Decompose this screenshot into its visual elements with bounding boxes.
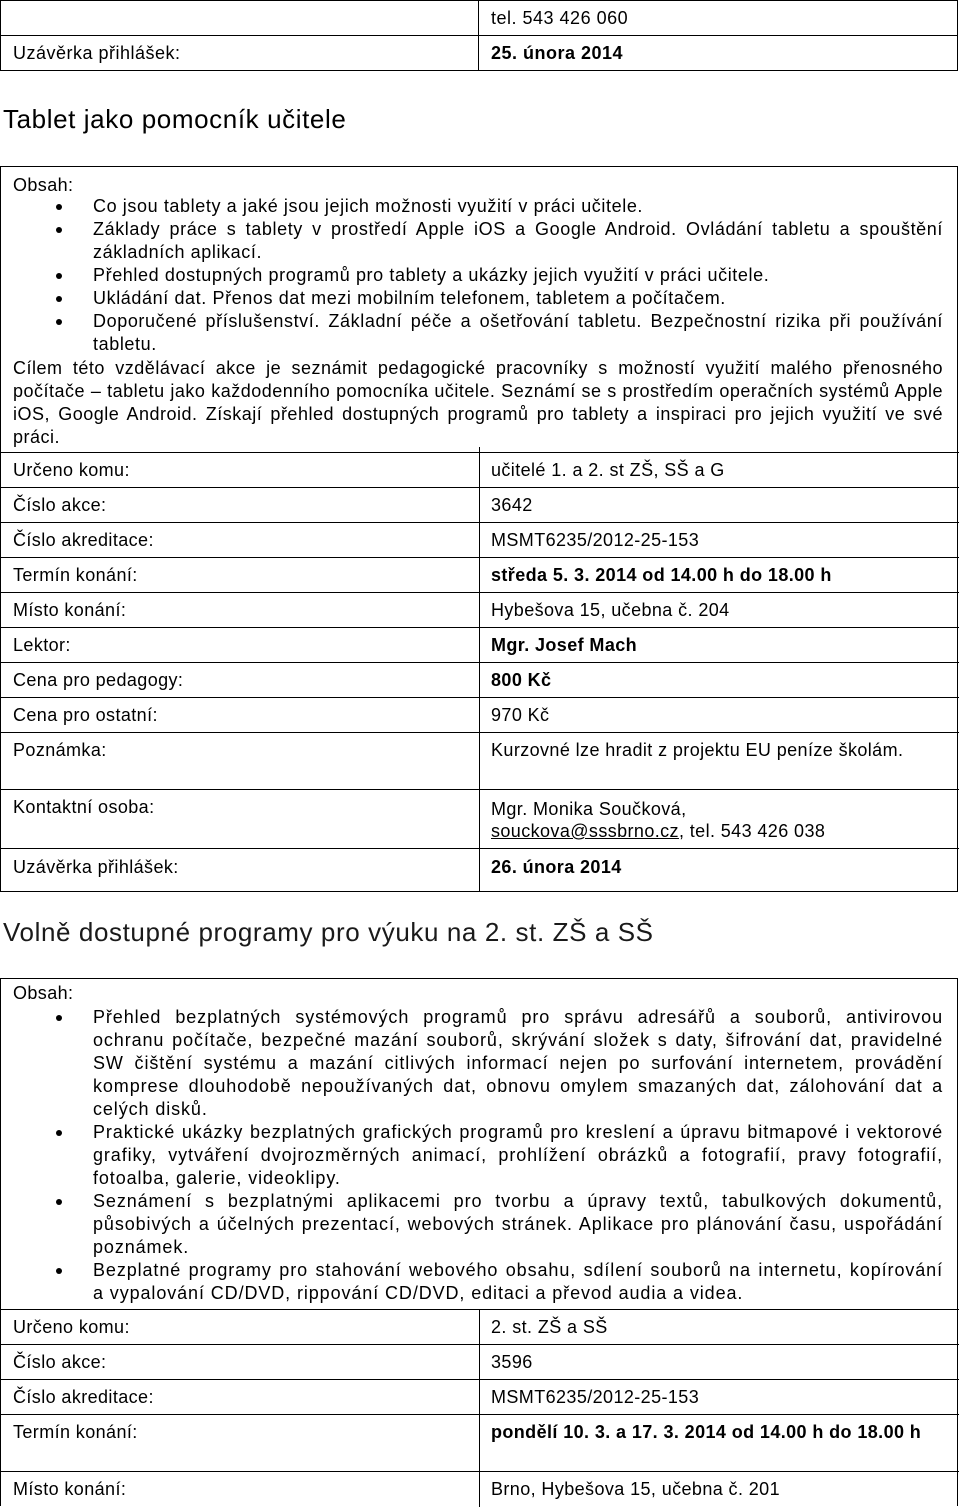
- course2-content-label: Obsah:: [13, 983, 74, 1003]
- course2-block: [0, 978, 958, 1506]
- fragment-empty-cell: [1, 1, 479, 36]
- field-label: Lektor:: [13, 635, 71, 655]
- course2-row-place: [1, 1471, 959, 1507]
- field-label: Číslo akreditace:: [13, 530, 154, 550]
- field-label: Termín konání:: [13, 1422, 138, 1442]
- field-value: 800 Kč: [491, 670, 552, 690]
- course2-row-accreditation: [1, 1379, 959, 1415]
- field-value: 970 Kč: [491, 705, 550, 725]
- bullet-icon: [56, 1268, 62, 1274]
- course1-row-contact: [1, 789, 959, 841]
- field-value: Mgr. Monika Součková, souckova@sssbrno.cz, tel. 543 426 038: [491, 799, 826, 841]
- course1-row-place: [1, 592, 959, 628]
- course1-row-price-other: [1, 697, 959, 733]
- field-value: učitelé 1. a 2. st ZŠ, SŠ a G: [491, 460, 725, 480]
- bullet-icon: [56, 273, 62, 279]
- field-value: 2. st. ZŠ a SŠ: [491, 1317, 608, 1337]
- bullet-icon: [56, 227, 62, 233]
- bullet-icon: [56, 319, 62, 325]
- course1-title: Tablet jako pomocník učitele: [3, 104, 347, 134]
- course1-content-label: Obsah:: [13, 175, 74, 195]
- field-label: Kontaktní osoba:: [13, 797, 155, 817]
- field-label: Místo konání:: [13, 600, 127, 620]
- course1-block: [0, 166, 958, 892]
- list-item: Praktické ukázky bezplatných grafických programů pro kreslení a úpravu bitmapové i vektorové grafiky, vytváření dvojrozměrných animací, prohlížení obrázků a fotografií, pravy fotografií, fotoalba, galerie, videoklipy.: [1, 1121, 959, 1190]
- course1-row-number: [1, 487, 959, 523]
- bullet-icon: [56, 204, 62, 210]
- bullet-icon: [56, 296, 62, 302]
- field-value: 26. února 2014: [491, 857, 622, 877]
- field-value: MSMT6235/2012-25-153: [491, 530, 700, 550]
- list-item: Přehled bezplatných systémových programů pro správu adresářů a souborů, antivirovou ochranu počítače, bezpečné mazání souborů, skrývání složek s daty, šifrování dat, pravidelné SW čištění systému a mazání citlivých informací nejen po surfování internetem, provádění komprese dlouhodobě nepoužívaných dat, obnovu omylem smazaných dat, zálohování dat a celých disků.: [1, 1006, 959, 1121]
- field-value: středa 5. 3. 2014 od 14.00 h do 18.00 h: [491, 565, 832, 585]
- field-label: Určeno komu:: [13, 460, 130, 480]
- course1-description: Cílem této vzdělávací akce je seznámit pedagogické pracovníky s možností využití malého přenosného počítače – tabletu jako každodenního pomocníka učitele. Seznámí se s prostředím operačních systémů Apple iOS, Google Android. Získají přehled dostupných programů pro tablety a inspiraci pro jejich využití ve své práci.: [13, 358, 943, 447]
- list-item: Přehled dostupných programů pro tablety a ukázky jejich využití v práci učitele.: [1, 264, 959, 287]
- bullet-icon: [56, 1015, 62, 1021]
- course1-row-note: [1, 732, 959, 778]
- course2-row-audience: [1, 1309, 959, 1345]
- field-label: Cena pro ostatní:: [13, 705, 158, 725]
- fragment-deadline-value: 25. února 2014: [479, 36, 958, 71]
- list-item: Doporučené příslušenství. Základní péče a ošetřování tabletu. Bezpečnostní rizika při používání tabletu.: [1, 310, 959, 356]
- field-label: Číslo akce:: [13, 1352, 107, 1372]
- bullet-icon: [56, 1130, 62, 1136]
- course2-row-number: [1, 1344, 959, 1380]
- course1-row-deadline: [1, 848, 959, 893]
- field-value: Hybešova 15, učebna č. 204: [491, 600, 730, 620]
- field-label: Uzávěrka přihlášek:: [13, 857, 179, 877]
- field-value: 3596: [491, 1352, 533, 1372]
- list-item: Co jsou tablety a jaké jsou jejich možnosti využití v práci učitele.: [1, 195, 959, 218]
- field-value: 3642: [491, 495, 533, 515]
- course1-row-date: [1, 557, 959, 593]
- field-value: Kurzovné lze hradit z projektu EU peníze školám.: [491, 740, 904, 760]
- field-value: pondělí 10. 3. a 17. 3. 2014 od 14.00 h do 18.00 h: [491, 1422, 922, 1442]
- list-item: Seznámení s bezplatnými aplikacemi pro tvorbu a úpravy textů, tabulkových dokumentů, působivých a účelných prezentací, webových stránek. Aplikace pro plánování času, uspořádání poznámek.: [1, 1190, 959, 1259]
- contact-email-link[interactable]: souckova@sssbrno.cz: [491, 821, 679, 841]
- list-item: Základy práce s tablety v prostředí Apple iOS a Google Android. Ovládání tabletu a spouštění základních aplikací.: [1, 218, 959, 264]
- course1-row-accreditation: [1, 522, 959, 558]
- bullet-icon: [56, 1199, 62, 1205]
- field-value: Brno, Hybešova 15, učebna č. 201: [491, 1479, 780, 1499]
- list-item: Bezplatné programy pro stahování webového obsahu, sdílení souborů na internetu, kopírování a vypalování CD/DVD, rippování CD/DVD, editaci a převod audia a videa.: [1, 1259, 959, 1305]
- field-value: MSMT6235/2012-25-153: [491, 1387, 700, 1407]
- course1-row-price-ped: [1, 662, 959, 698]
- course1-row-lector: [1, 627, 959, 663]
- list-item: Ukládání dat. Přenos dat mezi mobilním telefonem, tabletem a počítačem.: [1, 287, 959, 310]
- course2-row-date: [1, 1414, 959, 1465]
- previous-course-fragment: [0, 0, 958, 71]
- field-label: Číslo akreditace:: [13, 1387, 154, 1407]
- course1-row-audience: [1, 452, 959, 488]
- field-label: Určeno komu:: [13, 1317, 130, 1337]
- course2-content-list: [1, 1006, 959, 1305]
- fragment-deadline-label: Uzávěrka přihlášek:: [1, 36, 479, 71]
- field-label: Číslo akce:: [13, 495, 107, 515]
- course1-content-list: [1, 195, 959, 356]
- field-label: Poznámka:: [13, 740, 107, 760]
- field-label: Místo konání:: [13, 1479, 127, 1499]
- field-label: Cena pro pedagogy:: [13, 670, 184, 690]
- field-label: Termín konání:: [13, 565, 138, 585]
- fragment-phone: tel. 543 426 060: [479, 1, 958, 36]
- course2-title: Volně dostupné programy pro výuku na 2. st. ZŠ a SŠ: [3, 917, 654, 947]
- field-value: Mgr. Josef Mach: [491, 635, 638, 655]
